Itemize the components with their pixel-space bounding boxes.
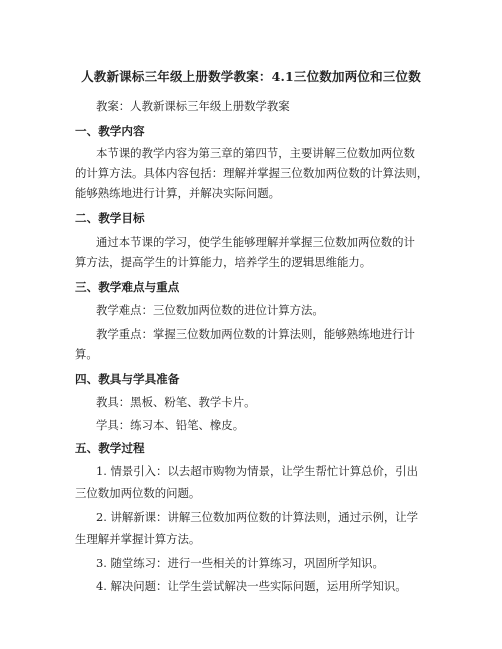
section-heading-process: 五、教学过程	[75, 441, 145, 455]
document-subtitle: 教案：人教新课标三年级上册数学教案	[96, 99, 290, 113]
paragraph-line: 的计算方法。具体内容包括：理解并掌握三位数加两位数的计算法则，	[75, 166, 429, 180]
document-title: 人教新课标三年级上册数学教案：4.1三位数加两位和三位数	[81, 69, 421, 84]
list-item: 2. 讲解新课：讲解三位数加两位数的计算法则，通过示例，让学	[96, 510, 419, 524]
list-item: 1. 情景引入：以去超市购物为情景，让学生帮忙计算总价，引出	[96, 464, 419, 478]
paragraph-line: 学具：练习本、铅笔、橡皮。	[96, 418, 245, 432]
section-heading-key-points: 三、教学难点与重点	[75, 280, 180, 294]
paragraph-line: 教学难点：三位数加两位数的进位计算方法。	[96, 303, 324, 317]
list-item-continuation: 生理解并掌握计算方法。	[75, 532, 201, 546]
paragraph-line: 教具：黑板、粉笔、教学卡片。	[96, 395, 256, 409]
paragraph-line: 算。	[75, 347, 98, 361]
section-heading-materials: 四、教具与学具准备	[75, 372, 180, 386]
list-item: 4. 解决问题：让学生尝试解决一些实际问题，运用所学知识。	[96, 579, 407, 593]
paragraph-line: 通过本节课的学习，使学生能够理解并掌握三位数加两位数的计	[96, 235, 415, 249]
section-heading-objectives: 二、教学目标	[75, 211, 145, 225]
paragraph-line: 算方法，提高学生的计算能力，培养学生的逻辑思维能力。	[75, 255, 372, 269]
list-item-continuation: 三位数加两位数的问题。	[75, 486, 201, 500]
paragraph-line: 教学重点：掌握三位数加两位数的计算法则，能够熟练地进行计	[96, 327, 415, 341]
paragraph-line: 本节课的教学内容为第三章的第四节，主要讲解三位数加两位数	[96, 146, 415, 160]
section-heading-content: 一、教学内容	[75, 124, 145, 138]
list-item: 3. 随堂练习：进行一些相关的计算练习，巩固所学知识。	[96, 556, 384, 570]
paragraph-line: 能够熟练地进行计算，并解决实际问题。	[75, 186, 281, 200]
